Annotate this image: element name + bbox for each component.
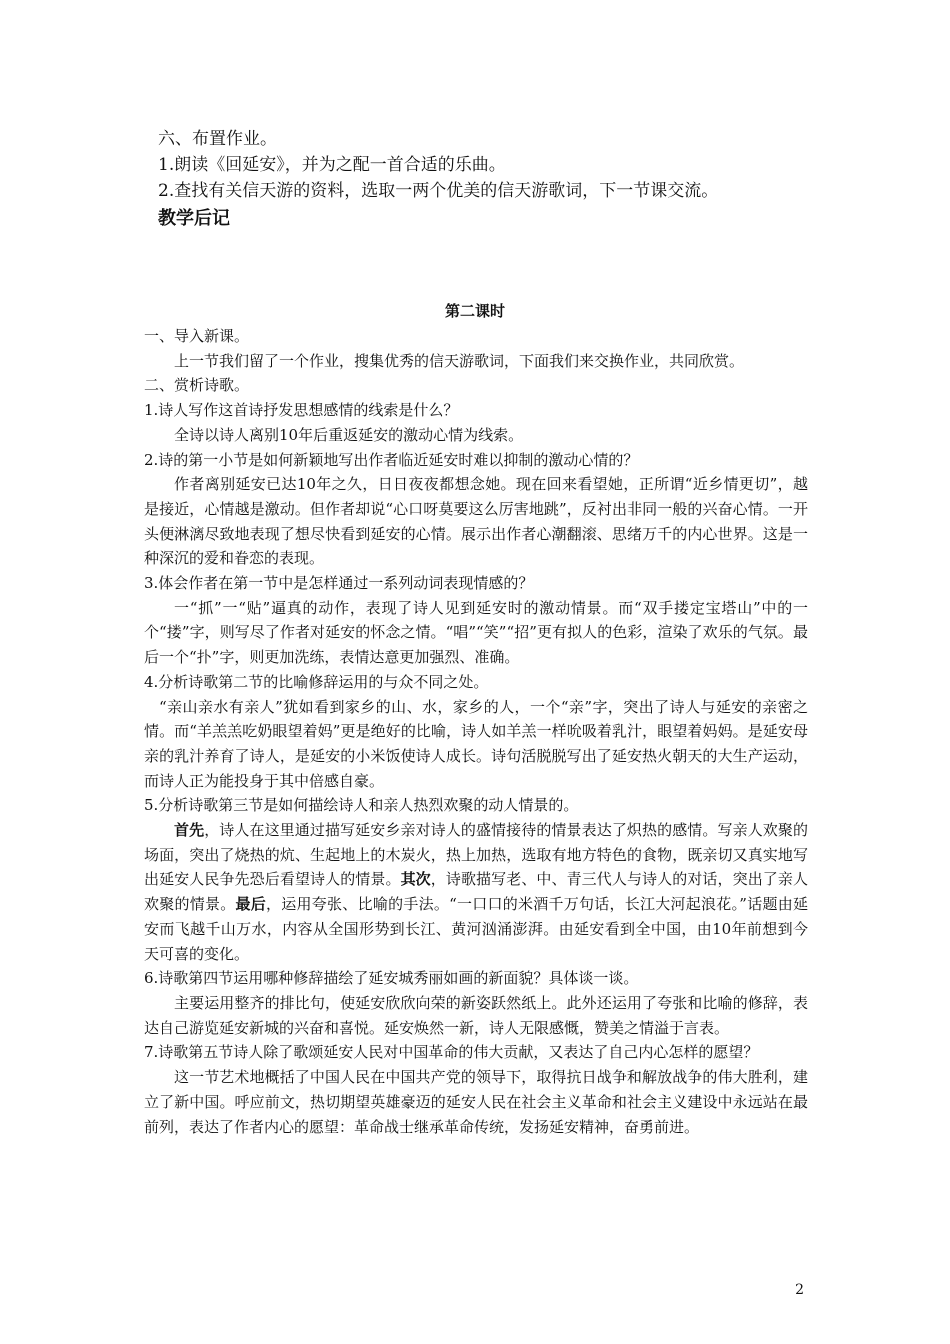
answer-6: 主要运用整齐的排比句，使延安欣欣向荣的新姿跃然纸上。此外还运用了夸张和比喻的修辞，表达自己游览延安新城的兴奋和喜悦。延安焕然一新，诗人无限感慨，赞美之情溢于言表。 bbox=[144, 993, 808, 1037]
lesson-content bbox=[144, 324, 808, 1139]
answer-5-last-label: 最后 bbox=[235, 895, 267, 914]
intro-text: 上一节我们留了一个作业，搜集优秀的信天游歌词，下面我们来交换作业，共同欣赏。 bbox=[174, 351, 745, 370]
homework-section bbox=[158, 126, 858, 232]
homework-item-1: 1.朗读《回延安》，并为之配一首合适的乐曲。 bbox=[158, 155, 506, 175]
answer-1: 全诗以诗人离别10年后重返延安的激动心情为线索。 bbox=[174, 425, 524, 444]
question-2: 2.诗的第一小节是如何新颖地写出作者临近延安时难以抑制的激动心情的？ bbox=[144, 450, 639, 469]
answer-5-first-label: 首先 bbox=[174, 821, 205, 840]
page-number: 2 bbox=[795, 1282, 804, 1298]
answer-7: 这一节艺术地概括了中国人民在中国共产党的领导下，取得抗日战争和解放战争的伟大胜利，建立了新中国。呼应前文，热切期望英雄豪迈的延安人民在社会主义革命和社会主义建设中永远站在最前列，表达了作者内心的愿望：革命战士继承革命传统，发扬延安精神，奋勇前进。 bbox=[144, 1068, 808, 1136]
question-3: 3.体会作者在第一节中是怎样通过一系列动词表现情感的？ bbox=[144, 574, 534, 593]
answer-5-part-3: ，运用夸张、比喻的手法。“一口口的米酒千万句话，长江大河起浪花。”话题由延安而飞越千山万水，内容从全国形势到长江、黄河汹涌澎湃。由延安看到全中国，由10年前想到今天可喜的变化。 bbox=[144, 895, 808, 963]
question-1: 1.诗人写作这首诗抒发思想感情的线索是什么？ bbox=[144, 401, 459, 420]
answer-5-part-2: ，诗歌描写老、中、青三代人与诗人的对话，突出了亲人欢聚的情景。 bbox=[144, 870, 808, 914]
homework-heading: 六、布置作业。 bbox=[158, 129, 277, 149]
answer-3: 一“抓”一“贴”逼真的动作，表现了诗人见到延安时的激动情景。而“双手搂定宝塔山”中的一个“搂”字，则写尽了作者对延安的怀念之情。“唱”“笑”“招”更有拟人的色彩，渲染了欢乐的气氛。最后一个“扑”字，则更加洗练，表情达意更加强烈、准确。 bbox=[144, 598, 808, 667]
answer-2: 作者离别延安已达10年之久，日日夜夜都想念她。现在回来看望她，正所谓“近乡情更切”，越是接近，心情越是激动。但作者却说“心口呀莫要这么厉害地跳”，反衬出非同一般的兴奋心情。一开头便淋漓尽致地表现了想尽快看到延安的心情。展示出作者心潮翻滚、思绪万千的内心世界。这是一种深沉的爱和眷恋的表现。 bbox=[144, 475, 808, 568]
question-7: 7.诗歌第五节诗人除了歌颂延安人民对中国革命的伟大贡献，又表达了自己内心怎样的愿望？ bbox=[144, 1043, 759, 1062]
lesson-title: 第二课时 bbox=[444, 302, 505, 320]
intro-heading: 一、导入新课。 bbox=[144, 327, 250, 345]
appreciate-heading: 二、赏析诗歌。 bbox=[144, 376, 250, 395]
answer-5-part-1: ，诗人在这里通过描写延安乡亲对诗人的盛情接待的情景表达了炽热的感情。写亲人欢聚的场面，突出了烧热的炕、生起地上的木炭火，热上加热，选取有地方特色的食物，既亲切又真实地写出延安人民争先恐后看望诗人的情景。 bbox=[144, 821, 808, 889]
teaching-postscript-heading: 教学后记 bbox=[158, 208, 230, 229]
question-5: 5.分析诗歌第三节是如何描绘诗人和亲人热烈欢聚的动人情景的。 bbox=[144, 796, 579, 815]
question-6: 6.诗歌第四节运用哪种修辞描绘了延安城秀丽如画的新面貌？具体谈一谈。 bbox=[144, 969, 639, 988]
question-4: 4.分析诗歌第二节的比喻修辞运用的与众不同之处。 bbox=[144, 672, 489, 691]
answer-5-second-label: 其次 bbox=[400, 870, 431, 889]
answer-5 bbox=[144, 818, 808, 966]
homework-item-2: 2.查找有关信天游的资料，选取一两个优美的信天游歌词，下一节课交流。 bbox=[158, 181, 719, 201]
answer-4: “亲山亲水有亲人”犹如看到家乡的山、水，家乡的人，一个“亲”字，突出了诗人与延安的亲密之情。而“羊羔羔吃奶眼望着妈”更是绝好的比喻，诗人如羊羔一样吮吸着乳汁，眼望着妈妈。是延安母亲的乳汁养育了诗人，是延安的小米饭使诗人成长。诗句活脱脱写出了延安热火朝天的大生产运动，而诗人正为能投身于其中倍感自豪。 bbox=[144, 697, 808, 790]
